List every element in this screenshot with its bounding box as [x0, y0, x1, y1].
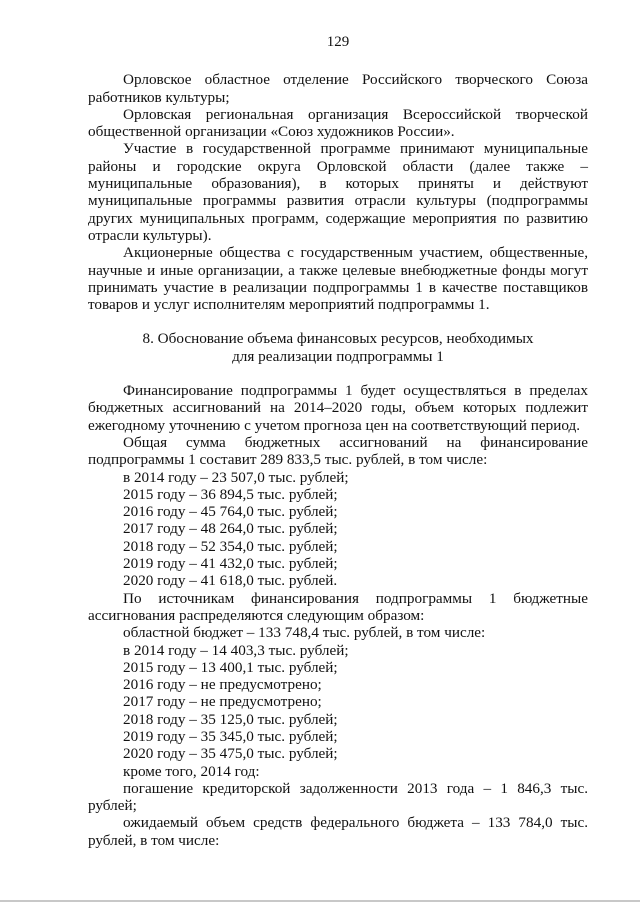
- paragraph-financing-intro: Финансирование подпрограммы 1 будет осуществляться в пределах бюджетных ассигнований на 2014–2020 годы, объем которых подлежит ежегодному уточнению с учетом прогноза цен на соответствующий период.: [88, 382, 588, 434]
- list-item: 2016 году – не предусмотрено;: [123, 676, 322, 694]
- page-number: 129: [326, 34, 350, 50]
- paragraph-sources-intro: По источникам финансирования подпрограммы 1 бюджетные ассигнования распределяются следующим образом:: [88, 589, 588, 624]
- list-item: 2017 году – 48 264,0 тыс. рублей;: [123, 520, 338, 538]
- list-item: 2017 году – не предусмотрено;: [123, 693, 322, 711]
- section-heading-line1: 8. Обоснование объема финансовых ресурсов, необходимых: [142, 330, 534, 348]
- paragraph-debt-repayment: погашение кредиторской задолженности 2013 года – 1 846,3 тыс. рублей;: [88, 779, 588, 815]
- list-item: в 2014 году – 14 403,3 тыс. рублей;: [123, 641, 349, 659]
- document-page: [88, 34, 588, 849]
- paragraph-culture-workers-union: Орловское областное отделение Российского творческого Союза работников культуры;: [88, 71, 588, 106]
- paragraph-artists-union: Орловская региональная организация Всероссийской творческой общественной организации «Союз художников России».: [88, 105, 588, 141]
- list-item: в 2014 году – 23 507,0 тыс. рублей;: [123, 468, 349, 486]
- paragraph-total-intro: Общая сумма бюджетных ассигнований на финансирование подпрограммы 1 составит 289 833,5 тыс. рублей, в том числе:: [88, 433, 588, 469]
- regional-by-year-list: [88, 642, 588, 763]
- section-heading-line2: для реализации подпрограммы 1: [232, 347, 444, 365]
- list-item: 2015 году – 13 400,1 тыс. рублей;: [123, 658, 338, 676]
- list-item: 2016 году – 45 764,0 тыс. рублей;: [123, 503, 338, 521]
- list-item: 2019 году – 41 432,0 тыс. рублей;: [123, 555, 338, 573]
- paragraph-federal-expected: ожидаемый объем средств федерального бюджета – 133 784,0 тыс. рублей, в том числе:: [88, 814, 588, 849]
- list-item: 2018 году – 52 354,0 тыс. рублей;: [123, 537, 338, 555]
- list-item: 2020 году – 35 475,0 тыс. рублей;: [123, 745, 338, 763]
- regional-budget-intro: областной бюджет – 133 748,4 тыс. рублей, в том числе:: [123, 624, 486, 642]
- besides-2014-line: кроме того, 2014 год:: [123, 762, 260, 780]
- paragraph-municipal-participation: Участие в государственной программе принимают муниципальные районы и городские округа Орловской области (далее также – муниципальные образования), в которых приняты и действуют муниципальные программы развития отрасли культуры (подпрограммы других муниципальных программ, содержащие мероприятия по развитию отрасли культуры).: [88, 140, 588, 244]
- list-item: 2020 году – 41 618,0 тыс. рублей.: [123, 572, 338, 590]
- list-item: 2018 году – 35 125,0 тыс. рублей;: [123, 710, 338, 728]
- page-bottom-edge: [0, 900, 640, 902]
- paragraph-joint-stock-companies: Акционерные общества с государственным участием, общественные, научные и иные организации, а также целевые внебюджетные фонды могут принимать участие в реализации подпрограммы 1 в качестве поставщиков товаров и услуг исполнителям мероприятий подпрограммы 1.: [88, 244, 588, 314]
- total-by-year-list: [88, 469, 588, 590]
- section-heading: [88, 330, 588, 365]
- list-item: 2019 году – 35 345,0 тыс. рублей;: [123, 727, 338, 745]
- list-item: 2015 году – 36 894,5 тыс. рублей;: [123, 485, 338, 503]
